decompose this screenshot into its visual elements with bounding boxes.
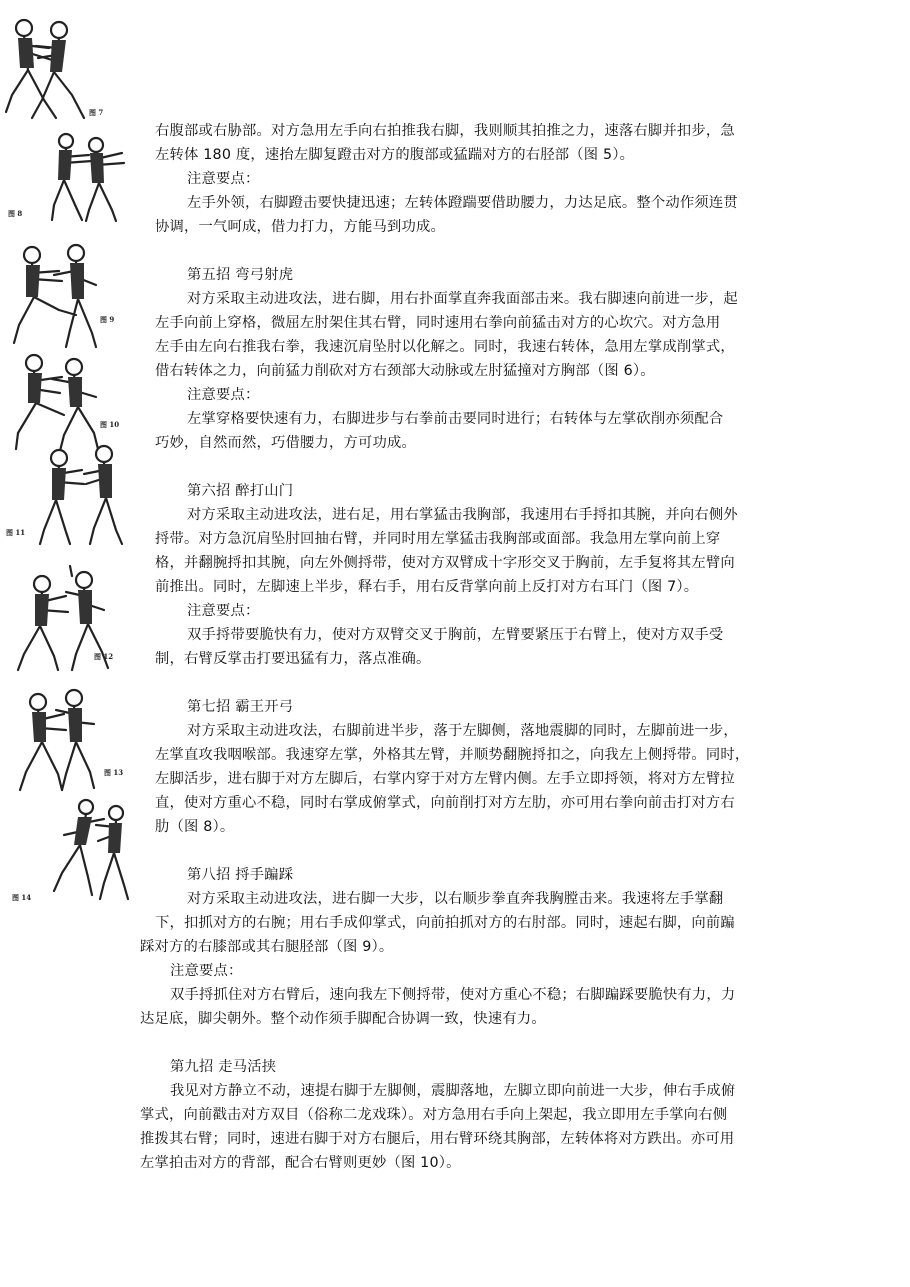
section-heading: 第六招 醉打山门 (187, 483, 294, 499)
paragraph-line: 踩对方的右膝部或其右腿胫部（图 9）。 (140, 939, 394, 955)
paragraph-line: 左手由左向右推我右拳，我速沉肩坠肘以化解之。同时，我速右转体，急用左掌成削掌式， (155, 339, 735, 355)
paragraph-line: 双手捋带要脆快有力，使对方双臂交叉于胸前，左臂要紧压于右臂上，使对方双手受 (187, 627, 724, 643)
paragraph-line: 左掌直攻我咽喉部。我速穿左掌，外格其左臂，并顺势翻腕捋扣之，向我左上侧捋带。同时， (155, 747, 750, 763)
figure-label: 图 9 (100, 315, 115, 324)
fighters-illustration-icon (4, 0, 134, 125)
fighters-illustration-icon (4, 125, 134, 225)
paragraph-line: 对方采取主动进攻法，进右脚，用右扑面掌直奔我面部击来。我右脚速向前进一步，起 (187, 291, 738, 307)
figure-13 (4, 680, 134, 795)
paragraph-line: 左掌穿格要快速有力，右脚进步与右拳前击要同时进行；右转体与左掌砍削亦须配合 (187, 411, 724, 427)
figure-label: 图 13 (104, 768, 124, 777)
paragraph-line: 格，并翻腕捋扣其腕，向左外侧捋带，使对方双臂成十字形交叉于胸前，左手复将其左臂向 (155, 555, 735, 571)
paragraph-line: 对方采取主动进攻法，进右足，用右掌猛击我胸部，我速用右手捋扣其腕，并向右侧外 (187, 507, 738, 523)
paragraph-line: 制，右臂反掌击打要迅猛有力，落点准确。 (155, 651, 431, 667)
paragraph-line: 达足底，脚尖朝外。整个动作须手脚配合协调一致，快速有力。 (140, 1011, 546, 1027)
paragraph-line: 左转体 180 度，速抬左脚复蹬击对方的腹部或猛踹对方的右胫部（图 5）。 (155, 147, 635, 163)
notes-heading: 注意要点： (170, 963, 243, 979)
paragraph-line: 右腹部或右胁部。对方急用左手向右拍推我右脚，我则顺其拍推之力，速落右脚并扣步，急 (155, 123, 735, 139)
figure-12 (4, 560, 134, 675)
figure-11 (4, 440, 134, 550)
figure-label: 图 7 (89, 108, 104, 117)
paragraph-line: 推拨其右臂；同时，速进右脚于对方右腿后，用右臂环绕其胸部，左转体将对方跌出。亦可用 (140, 1131, 735, 1147)
paragraph-line: 左脚活步，进右脚于对方左脚后，右掌内穿于对方左臂内侧。左手立即捋领，将对方左臂拉 (155, 771, 735, 787)
illustration-strip (0, 0, 150, 920)
figure-label: 图 12 (94, 652, 114, 661)
section-heading: 第五招 弯弓射虎 (187, 267, 294, 283)
notes-heading: 注意要点： (187, 387, 260, 403)
paragraph-line: 前推出。同时，左脚速上半步，释右手，用右反背掌向前上反打对方右耳门（图 7）。 (155, 579, 699, 595)
figure-7 (4, 0, 134, 125)
figure-8 (4, 125, 134, 225)
fighters-illustration-icon (4, 345, 134, 455)
notes-heading: 注意要点： (187, 603, 260, 619)
figure-label: 图 11 (6, 528, 26, 537)
section-heading: 第九招 走马活挟 (170, 1059, 277, 1075)
figure-label: 图 10 (100, 420, 120, 429)
paragraph-line: 协调，一气呵成，借力打力，方能马到功成。 (155, 219, 445, 235)
paragraph-line: 左手向前上穿格，微屈左肘架住其右臂，同时速用右拳向前猛击对方的心坎穴。对方急用 (155, 315, 721, 331)
paragraph-line: 我见对方静立不动，速提右脚于左脚侧，震脚落地，左脚立即向前进一大步，伸右手成俯 (170, 1083, 736, 1099)
paragraph-line: 肋（图 8）。 (155, 819, 235, 835)
paragraph-line: 掌式，向前戳击对方双目（俗称二龙戏珠）。对方急用右手向上架起，我立即用左手掌向右侧 (140, 1107, 728, 1123)
paragraph-line: 对方采取主动进攻法，右脚前进半步，落于左脚侧，落地震脚的同时，左脚前进一步， (187, 723, 738, 739)
figure-9 (4, 235, 134, 355)
paragraph-line: 左掌拍击对方的背部，配合右臂则更妙（图 10）。 (140, 1155, 461, 1171)
section-heading: 第七招 霸王开弓 (187, 699, 294, 715)
figure-label: 图 14 (12, 893, 32, 902)
paragraph-line: 下，扣抓对方的右腕；用右手成仰掌式，向前拍抓对方的右肘部。同时，速起右脚，向前蹁 (155, 915, 735, 931)
fighters-illustration-icon (4, 235, 134, 355)
notes-heading: 注意要点： (187, 171, 260, 187)
section-heading: 第八招 捋手蹁踩 (187, 867, 294, 883)
figure-label: 图 8 (8, 209, 23, 218)
figure-14 (4, 795, 134, 910)
paragraph-line: 巧妙，自然而然，巧借腰力，方可功成。 (155, 435, 416, 451)
paragraph-line: 借右转体之力，向前猛力削砍对方右颈部大动脉或左肘猛撞对方胸部（图 6）。 (155, 363, 655, 379)
paragraph-line: 直，使对方重心不稳，同时右掌成俯掌式，向前削打对方左肋，亦可用右拳向前击打对方右 (155, 795, 735, 811)
paragraph-line: 捋带。对方急沉肩坠肘回抽右臂，并同时用左掌猛击我胸部或面部。我急用左掌向前上穿 (155, 531, 721, 547)
figure-10 (4, 345, 134, 455)
paragraph-line: 左手外领，右脚蹬击要快捷迅速；左转体蹬踹要借助腰力，力达足底。整个动作须连贯 (187, 195, 738, 211)
paragraph-line: 双手捋抓住对方右臂后，速向我左下侧捋带，使对方重心不稳；右脚蹁踩要脆快有力，力 (170, 987, 736, 1003)
paragraph-line: 对方采取主动进攻法，进右脚一大步，以右顺步拳直奔我胸膛击来。我速将左手掌翻 (187, 891, 724, 907)
fighters-illustration-icon (4, 560, 134, 675)
